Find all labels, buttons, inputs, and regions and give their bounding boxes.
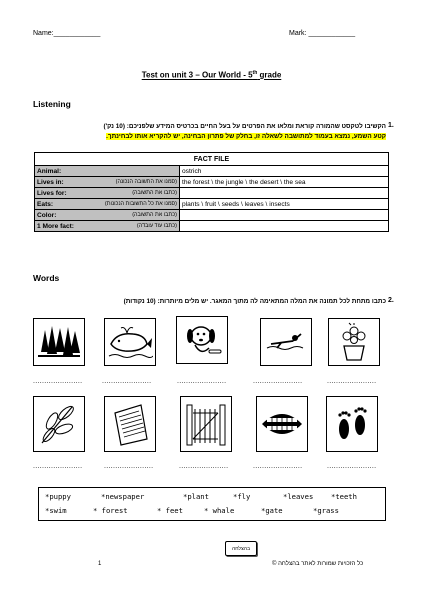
answer-line[interactable]: ...................... xyxy=(104,463,154,470)
row-label-color xyxy=(35,210,180,221)
answer-line[interactable]: ...................... xyxy=(327,378,377,385)
answer-line[interactable]: ...................... xyxy=(253,378,303,385)
hint-text: (סמנו את התשובה הנכונה) xyxy=(115,178,177,185)
word-bank-item: *newspaper xyxy=(101,492,145,501)
hint-text: (כתבו עוד עובדה) xyxy=(136,222,177,229)
label-text: Eats: xyxy=(37,200,54,208)
label-text: 1 More fact: xyxy=(37,222,75,230)
newspaper-icon xyxy=(107,399,153,449)
words-heading: Words xyxy=(33,273,60,283)
word-bank-item: *teeth xyxy=(331,492,357,501)
word-bank-item: * feet xyxy=(157,506,183,515)
answer-line[interactable]: ...................... xyxy=(177,378,227,385)
word-bank-item: *swim xyxy=(45,506,67,515)
logo-text: בהצלחה xyxy=(232,545,250,552)
plant-icon xyxy=(331,322,377,362)
page-number: 1 xyxy=(98,561,102,567)
row-value-lives-for[interactable] xyxy=(180,188,389,199)
row-label-lives-for xyxy=(35,188,180,199)
title-tail: grade xyxy=(257,70,282,80)
label-text: Color: xyxy=(37,211,57,219)
name-field[interactable]: Name:____________ xyxy=(33,30,101,37)
label-text: Lives for: xyxy=(37,189,67,197)
footprints-icon xyxy=(329,399,375,449)
word-bank-item: * forest xyxy=(93,506,128,515)
whale-picture xyxy=(104,318,156,366)
fact-file-table xyxy=(34,152,389,232)
hint-text: (כתבו את התשובה) xyxy=(132,211,177,218)
site-logo xyxy=(225,541,257,556)
q2-instructions: כתבו מתחת לכל תמונה את המלה המתאימה לה מתוך המאגר. יש מלים מיותרות: (10 נקודות) xyxy=(123,298,386,305)
answer-line[interactable]: ...................... xyxy=(102,378,152,385)
word-bank-item: *fly xyxy=(233,492,251,501)
row-value-color[interactable] xyxy=(180,210,389,221)
copyright-notice: כל הזכויות שמורות לאתר בהצלחה © xyxy=(272,561,364,567)
answer-line[interactable]: ...................... xyxy=(253,463,303,470)
word-bank-item: *leaves xyxy=(283,492,314,501)
answer-line[interactable]: ...................... xyxy=(327,463,377,470)
word-bank-item: *gate xyxy=(261,506,283,515)
row-value-lives-in[interactable]: the forest \ the jungle \ the desert \ the sea xyxy=(180,177,389,188)
forest-icon xyxy=(36,322,82,362)
row-label-eats xyxy=(35,199,180,210)
row-label-more-fact xyxy=(35,221,180,232)
table-row xyxy=(35,199,389,210)
hint-text: (כתבו את התשובה) xyxy=(132,189,177,196)
leaves-picture xyxy=(33,396,85,452)
puppy-picture xyxy=(176,316,228,364)
table-row xyxy=(35,188,389,199)
whale-icon xyxy=(107,322,153,362)
table-row xyxy=(35,221,389,232)
row-value-more-fact[interactable] xyxy=(180,221,389,232)
leaves-icon xyxy=(36,399,82,449)
teeth-picture xyxy=(256,396,308,452)
gate-picture xyxy=(180,396,232,452)
q1-highlight-note: קטע השמע, נמצא בעמוד למתושבה לשאלה זו, בחלק של פתרון הבחינה, יש להקריא אותו לבחינתך. xyxy=(106,133,386,140)
row-label-animal xyxy=(35,166,180,177)
row-value-animal: ostrich xyxy=(180,166,389,177)
q1-number: 1. xyxy=(388,122,394,129)
table-row xyxy=(35,177,389,188)
title-sup: th xyxy=(252,70,258,76)
gate-icon xyxy=(183,399,229,449)
puppy-icon xyxy=(179,320,225,360)
answer-line[interactable]: ...................... xyxy=(33,378,83,385)
word-bank-item: *puppy xyxy=(45,492,71,501)
answer-line[interactable]: ...................... xyxy=(179,463,229,470)
feet-picture xyxy=(326,396,378,452)
table-row xyxy=(35,166,389,177)
table-row xyxy=(35,210,389,221)
word-bank-item: *grass xyxy=(313,506,339,515)
q1-instructions: הקשיבו לטקסט שהמורה קוראת ומלאו את הפרטים על בעל החיים בכרטיס המידע שלפניכם: (10 נק') xyxy=(103,123,386,130)
row-value-eats[interactable]: plants \ fruit \ seeds \ leaves \ insects xyxy=(180,199,389,210)
row-label-lives-in xyxy=(35,177,180,188)
mark-field[interactable]: Mark: ____________ xyxy=(289,30,356,37)
answer-line[interactable]: ...................... xyxy=(33,463,83,470)
word-bank-item: * whale xyxy=(204,506,235,515)
newspaper-picture xyxy=(104,396,156,452)
teeth-icon xyxy=(259,399,305,449)
plant-picture xyxy=(328,318,380,366)
q2-number: 2. xyxy=(388,297,394,304)
hint-text: (סמנו את כל התשובות הנכונות) xyxy=(104,200,177,207)
label-text: Lives in: xyxy=(37,178,64,186)
word-bank xyxy=(38,487,386,521)
label-text: Animal: xyxy=(37,167,62,175)
word-bank-item: *plant xyxy=(183,492,209,501)
swimmer-picture xyxy=(260,318,312,366)
page-title xyxy=(0,70,423,80)
swimmer-icon xyxy=(263,322,309,362)
fact-file-header: FACT FILE xyxy=(35,153,389,166)
forest-picture xyxy=(33,318,85,366)
title-main: Test on unit 3 – Our World - 5 xyxy=(141,70,253,80)
listening-heading: Listening xyxy=(33,99,71,109)
